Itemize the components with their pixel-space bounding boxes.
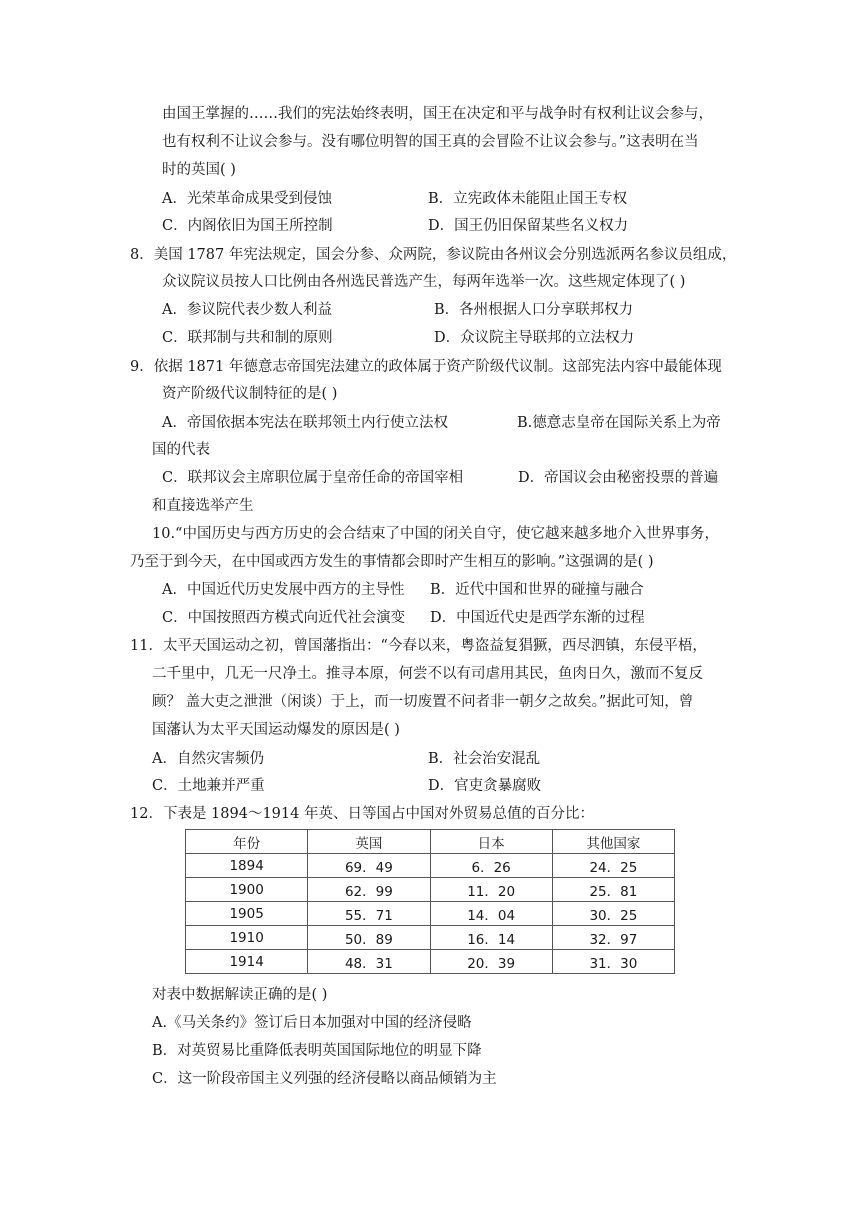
q7-option-c: C．内阁依旧为国王所控制 [162, 218, 333, 234]
q7-line-2: 也有权利不让议会参与。没有哪位明智的国王真的会冒险不让议会参与。”这表明在当 [162, 134, 699, 150]
table-cell: 69．49 [308, 854, 430, 878]
q11-option-a: A．自然灾害频仍 [152, 751, 264, 767]
q10-option-d: D．中国近代史是西学东渐的过程 [430, 610, 645, 626]
q12-option-b: B．对英贸易比重降低表明英国国际地位的明显下降 [152, 1043, 482, 1059]
table-cell: 20．39 [430, 950, 552, 974]
q9-option-d: D．帝国议会由秘密投票的普遍 [518, 470, 719, 486]
q7-line-3: 时的英国( ) [162, 162, 236, 178]
q7-option-b: B．立宪政体未能阻止国王专权 [428, 191, 628, 207]
q11-option-b: B．社会治安混乱 [428, 751, 541, 767]
q9-option-b-cont: 国的代表 [152, 442, 210, 458]
q9-line-2: 资产阶级代议制特征的是( ) [162, 386, 338, 402]
table-header-others: 其他国家 [552, 830, 674, 854]
table-cell: 62．99 [308, 878, 430, 902]
table-header-year: 年份 [186, 830, 308, 854]
q11-option-c: C．土地兼并严重 [152, 778, 265, 794]
table-cell: 55．71 [308, 902, 430, 926]
table-cell: 1905 [186, 902, 308, 926]
table-cell: 1894 [186, 854, 308, 878]
q11-line-2: 二千里中，几无一尺净土。推寻本原，何尝不以有司虐用其民，鱼肉日久，激而不复反 [152, 666, 703, 682]
table-row [186, 854, 675, 878]
q8-line-1: 8．美国 1787 年宪法规定，国会分参、众两院，参议院由各州议会分别选派两名参议员组成， [130, 247, 737, 263]
q10-option-a: A．中国近代历史发展中西方的主导性 [162, 582, 405, 598]
table-cell: 6．26 [430, 854, 552, 878]
q8-option-b: B．各州根据人口分享联邦权力 [434, 302, 634, 318]
q12-intro: 12．下表是 1894～1914 年英、日等国占中国对外贸易总值的百分比： [130, 806, 594, 822]
q7-line-1: 由国王掌握的……我们的宪法始终表明，国王在决定和平与战争时有权利让议会参与， [162, 106, 713, 122]
q12-option-c: C．这一阶段帝国主义列强的经济侵略以商品倾销为主 [152, 1071, 497, 1087]
q9-option-d-cont: 和直接选举产生 [152, 498, 254, 514]
table-cell: 1914 [186, 950, 308, 974]
q9-option-c: C．联邦议会主席职位属于皇帝任命的帝国宰相 [162, 470, 464, 486]
q11-line-3: 顾？ 盖大吏之泄泄（闲谈）于上，而一切废置不问者非一朝夕之故矣。”据此可知，曾 [152, 694, 694, 710]
q10-option-c: C．中国按照西方模式向近代社会演变 [162, 610, 406, 626]
q12-question: 对表中数据解读正确的是( ) [152, 987, 328, 1003]
table-cell: 24．25 [552, 854, 674, 878]
q11-line-4: 国藩认为太平天国运动爆发的原因是( ) [152, 722, 400, 738]
table-cell: 48．31 [308, 950, 430, 974]
table-cell: 1910 [186, 926, 308, 950]
q10-line-2: 乃至于到今天，在中国或西方发生的事情都会即时产生相互的影响。”这强调的是( ) [130, 554, 654, 570]
table-cell: 16．14 [430, 926, 552, 950]
table-row [186, 926, 675, 950]
table-row [186, 950, 675, 974]
q12-option-a: A.《马关条约》签订后日本加强对中国的经济侵略 [152, 1015, 472, 1031]
q9-option-b: B.德意志皇帝在国际关系上为帝 [517, 415, 721, 431]
q10-line-1: 10.“中国历史与西方历史的会合结束了中国的闭关自守，使它越来越多地介入世界事务， [152, 526, 719, 542]
table-cell: 31．30 [552, 950, 674, 974]
table-cell: 1900 [186, 878, 308, 902]
q8-option-a: A．参议院代表少数人利益 [162, 302, 332, 318]
table-cell: 14．04 [430, 902, 552, 926]
table-header-britain: 英国 [308, 830, 430, 854]
q7-option-d: D．国王仍旧保留某些名义权力 [428, 218, 629, 234]
q7-option-a: A．光荣革命成果受到侵蚀 [162, 191, 332, 207]
q11-line-1: 11．太平天国运动之初，曾国藩指出：“今春以来，粤盗益复猖獗，西尽泗镇，东侵平梧， [130, 638, 707, 654]
q11-option-d: D．官吏贪暴腐败 [428, 778, 542, 794]
q8-line-2: 众议院议员按人口比例由各州选民普选产生，每两年选举一次。这些规定体现了( ) [162, 274, 686, 290]
q10-option-b: B．近代中国和世界的碰撞与融合 [430, 582, 644, 598]
trade-share-table [185, 829, 675, 974]
table-cell: 50．89 [308, 926, 430, 950]
table-cell: 11．20 [430, 878, 552, 902]
q9-line-1: 9．依据 1871 年德意志帝国宪法建立的政体属于资产阶级代议制。这部宪法内容中最能体现 [130, 359, 722, 375]
table-cell: 32．97 [552, 926, 674, 950]
q9-option-a: A．帝国依据本宪法在联邦领土内行使立法权 [162, 415, 448, 431]
table-cell: 25．81 [552, 878, 674, 902]
table-header-row [186, 830, 675, 854]
table-header-japan: 日本 [430, 830, 552, 854]
table-row [186, 902, 675, 926]
q8-option-c: C．联邦制与共和制的原则 [162, 330, 333, 346]
q8-option-d: D．众议院主导联邦的立法权力 [434, 330, 635, 346]
table-cell: 30．25 [552, 902, 674, 926]
table-row [186, 878, 675, 902]
